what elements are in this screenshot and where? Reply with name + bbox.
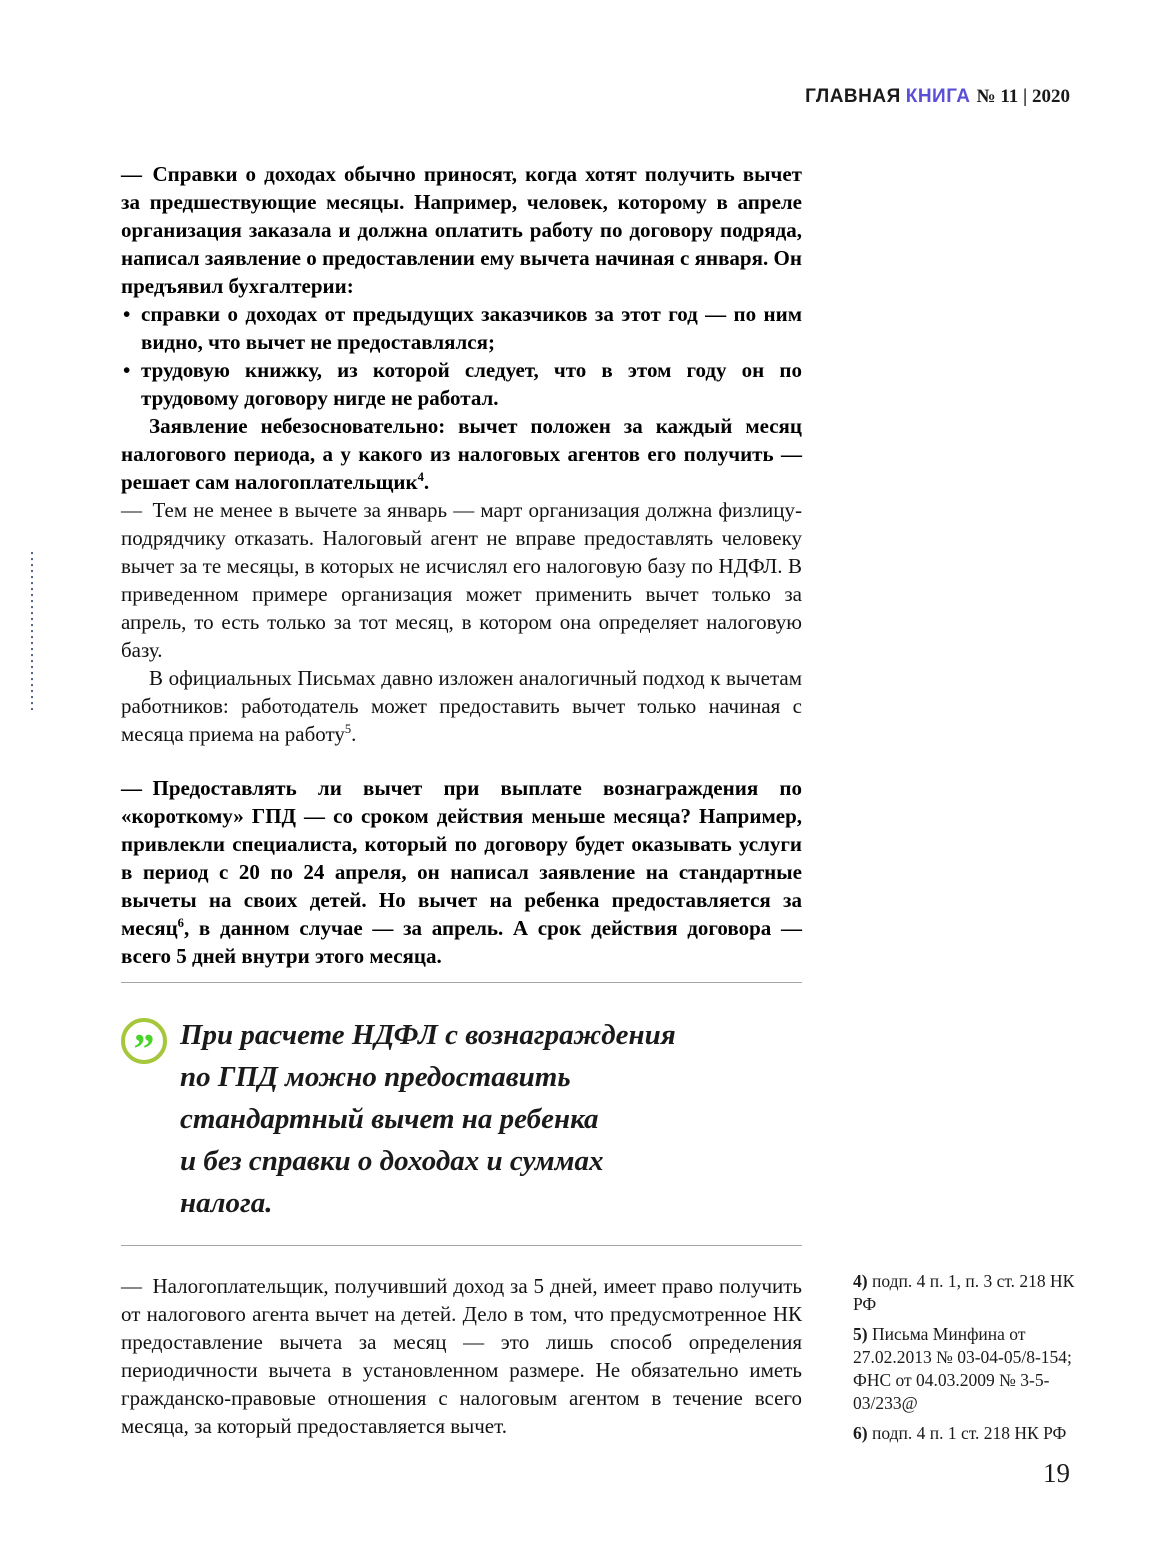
pull-quote-line: по ГПД можно предоставить [180, 1061, 571, 1093]
paragraph-text: , в данном случае — за апрель. А срок действия договора — всего 5 дней внутри этого месяца. [121, 916, 802, 968]
bullet-marker: • [123, 302, 131, 326]
pull-quote-line: стандартный вычет на ребенка [180, 1103, 599, 1135]
interview-answer-paragraph-3: — Налогоплательщик, получивший доход за 5 дней, имеет право получить от налогового агента вычет на детей. Дело в том, что предусмотренное НК предоставление вычета за месяц — это лишь способ определения периодичности вычета в установленном размере. Не обязательно иметь гражданско-правовые отношения с налоговым агентом в течение всего месяца, за который предоставляется вычет. [121, 1274, 802, 1438]
divider-rule-top [121, 982, 802, 983]
footnote-ref-6: 6 [177, 916, 184, 930]
paragraph-text: Заявление небезосновательно: вычет положен за каждый месяц налогового периода, а у какого из налоговых агентов его получить — решает сам налогоплательщик [121, 414, 802, 494]
footnote-number: 4) [853, 1271, 868, 1291]
bullet-item [121, 300, 802, 356]
bullet-text: справки о доходах от предыдущих заказчиков за этот год — по ним видно, что вычет не предоставлялся; [141, 302, 802, 354]
footnote-number: 5) [853, 1324, 868, 1344]
issue-number: № 11 | 2020 [976, 86, 1070, 107]
page-number: 19 [1043, 1458, 1070, 1488]
quote-icon: ” [121, 1018, 167, 1064]
pull-quote-line: и без справки о доходах и суммах [180, 1145, 604, 1177]
interview-answer-paragraph-1: — Тем не менее в вычете за январь — март организация должна физлицу-подрядчику отказать. Налоговый агент не вправе предоставлять человеку вычет за те месяцы, в которых не исчислял его налоговую базу по НДФЛ. В приведенном примере организация может применить вычет только за апрель, то есть только за тот месяц, в котором она определяет налоговую базу. [121, 498, 802, 662]
footnote-item-4 [853, 1270, 1091, 1316]
pull-quote-line: При расчете НДФЛ с вознаграждения [180, 1019, 676, 1051]
footnote-number: 6) [853, 1423, 868, 1443]
paragraph-text: . [423, 470, 430, 494]
footnote-item-5 [853, 1323, 1091, 1415]
paragraph-text: В официальных Письмах давно изложен аналогичный подход к вычетам работников: работодатель может предоставить вычет только начиная с месяца приема на работу [121, 666, 802, 746]
bullet-item [121, 356, 802, 412]
bullet-text: трудовую книжку, из которой следует, что в этом году он по трудовому договору нигде не работал. [141, 358, 802, 410]
footnote-ref-5: 5 [344, 722, 352, 736]
magazine-title-kniga: КНИГА [905, 86, 971, 107]
paragraph-text: — Предоставлять ли вычет при выплате вознаграждения по «короткому» ГПД — со сроком действия меньше месяца? Например, привлекли специалиста, который по договору будет оказывать услуги в период с 20 по 24 апреля, он написал заявление на стандартные вычеты на своих детей. Но вычет на ребенка предоставляется за месяц [121, 776, 802, 940]
bullet-list [121, 300, 802, 412]
bullet-marker: • [123, 358, 131, 382]
footnote-ref-4: 4 [417, 470, 424, 484]
page-header [805, 86, 1070, 108]
interview-question-paragraph-2 [121, 412, 802, 496]
magazine-title-main: ГЛАВНАЯ [805, 86, 901, 107]
footnotes-sidebar [853, 1270, 1091, 1452]
footnote-text: подп. 4 п. 1, п. 3 ст. 218 НК РФ [853, 1271, 1075, 1314]
article-column [121, 160, 802, 1440]
interview-answer-paragraph-2 [121, 664, 802, 748]
pull-quote [121, 1014, 802, 1224]
paragraph-text: . [351, 722, 357, 746]
footnote-item-6 [853, 1422, 1091, 1445]
footnote-text: подп. 4 п. 1 ст. 218 НК РФ [871, 1423, 1067, 1443]
pull-quote-text [180, 1014, 676, 1224]
interview-question-paragraph-3 [121, 774, 802, 970]
interview-question-paragraph-1: — Справки о доходах обычно приносят, когда хотят получить вычет за предшествующие месяцы. Например, человек, которому в апреле организация заказала и должна оплатить работу по договору подряда, написал заявление о предоставлении ему вычета начиная с января. Он предъявил бухгалтерии: [121, 162, 802, 298]
divider-rule-bottom [121, 1245, 802, 1246]
margin-vertical-text [31, 552, 33, 710]
pull-quote-line: налога. [180, 1187, 273, 1219]
footnote-text: Письма Минфина от 27.02.2013 № 03-04-05/8-154; ФНС от 04.03.2009 № 3-5-03/233@ [853, 1324, 1072, 1413]
